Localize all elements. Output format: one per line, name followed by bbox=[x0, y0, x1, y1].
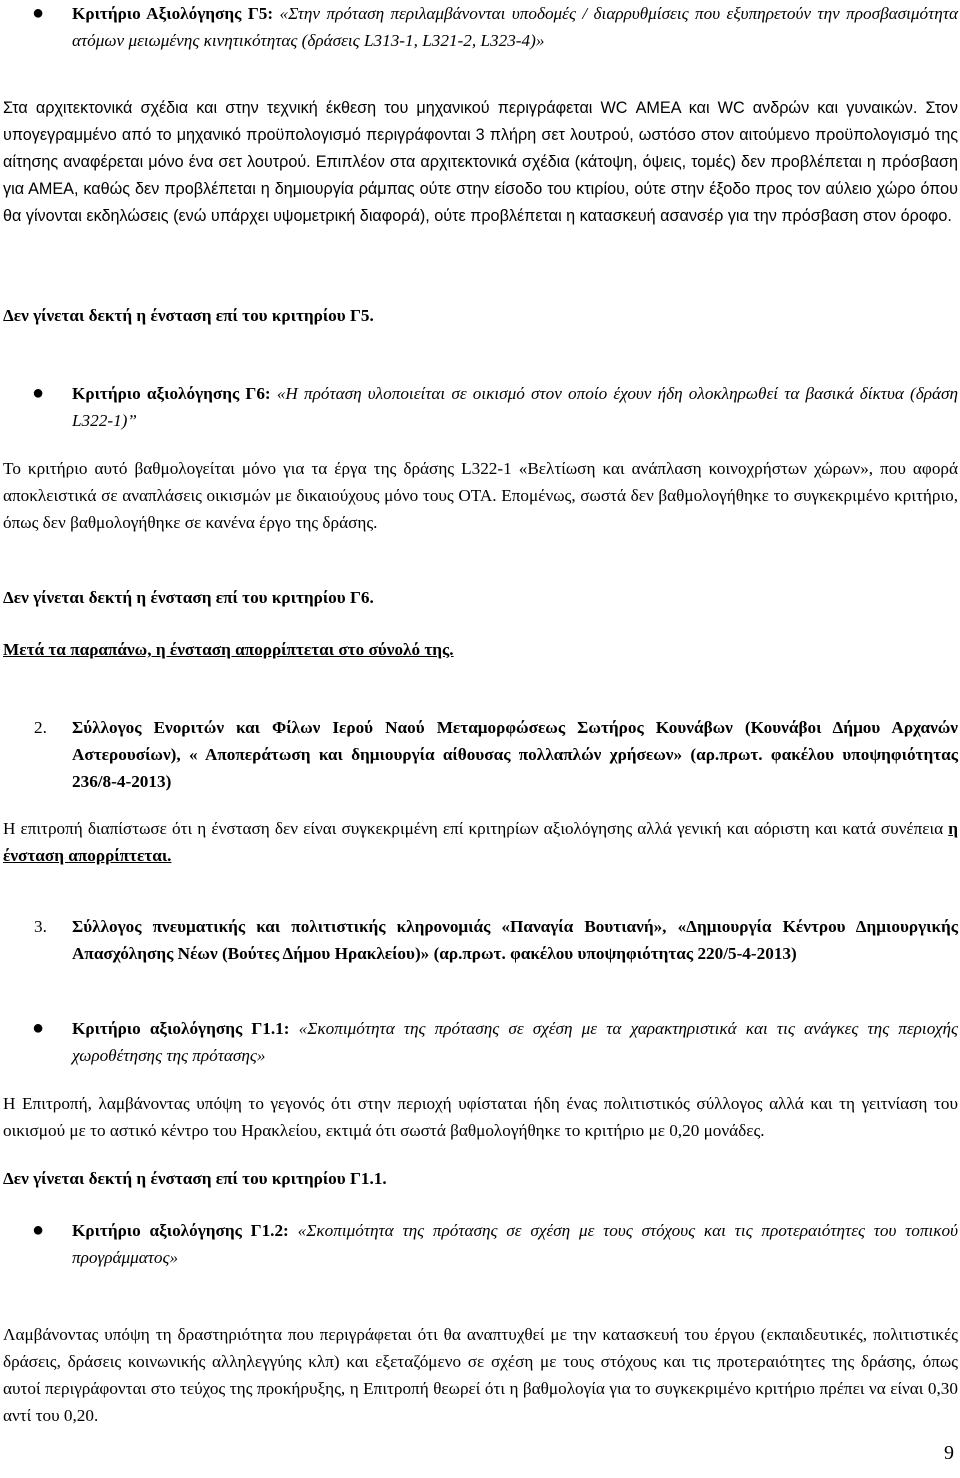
paragraph-g1-2-findings: Λαμβάνοντας υπόψη τη δραστηριότητα που περιγράφεται ότι θα αναπτυχθεί με την κατασκευή του έργου (εκπαιδευτικές, πολιτιστικές δράσεις, δράσεις κοινωνικής αλληλεγγύης κλπ) και εξεταζόμενο σε σχέση με τους στόχους και τις προτεραιότητες της δράσης, όπως αυτοί περιγράφονται στο τεύχος της προκήρυξης, η Επιτροπή θεωρεί ότι η βαθμολογία για το συγκεκριμένο κριτήριο πρέπει να είναι 0,30 αντί του 0,20. bbox=[3, 1325, 958, 1425]
criterion-g5 bbox=[72, 0, 958, 54]
verdict-g1-1: Δεν γίνεται δεκτή η ένσταση επί του κριτηρίου Γ1.1. bbox=[3, 1169, 387, 1188]
criterion-g1-1-label: Κριτήριο αξιολόγησης Γ1.1: bbox=[72, 1019, 290, 1038]
criterion-g1-1 bbox=[72, 1015, 958, 1069]
paragraph-g1-1-findings: Η Επιτροπή, λαμβάνοντας υπόψη το γεγονός ότι στην περιοχή υφίσταται ήδη ένας πολιτιστικός σύλλογος αλλά και τη γειτνίαση του οικισμού με το αστικό κέντρο του Ηρακλείου, εκτιμά ότι σωστά βαθμολογήθηκε το κριτήριο με 0,20 μονάδες. bbox=[3, 1094, 958, 1140]
paragraph-objection-2-text: Η επιτροπή διαπίστωσε ότι η ένσταση δεν είναι συγκεκριμένη επί κριτηρίων αξιολόγησης αλλά γενική και αόριστη και κατά συνέπεια bbox=[3, 819, 944, 838]
paragraph-g5-findings: Στα αρχιτεκτονικά σχέδια και στην τεχνική έκθεση του μηχανικού περιγράφεται WC ΑΜΕΑ και WC ανδρών και γυναικών. Στον υπογεγραμμένο από το μηχανικό προϋπολογισμό περιγράφονται 3 πλήρη σετ λουτρού, ωστόσο στον αιτούμενο προϋπολογισμό της αίτησης αναφέρεται μόνο ένα σετ λουτρού. Επιπλέον στα αρχιτεκτονικά σχέδια (κάτοψη, όψεις, τομές) δεν προβλέπεται η πρόσβαση για ΑΜΕΑ, καθώς δεν προβλέπεται η δημιουργία ράμπας ούτε στην είσοδο του κτιρίου, ούτε στην έξοδο προς τον αύλειο χώρο όπου θα γίνονται εκδηλώσεις (ενώ υπάρχει υψομετρική διαφορά), ούτε προβλέπεται η κατασκευή ασανσέρ για την πρόσβαση στον όροφο. bbox=[3, 99, 958, 225]
paragraph-g6-findings: Το κριτήριο αυτό βαθμολογείται μόνο για τα έργα της δράσης L322-1 «Βελτίωση και ανάπλαση κοινοχρήστων χώρων», που αφορά αποκλειστικά σε αναπλάσεις οικισμών με δικαιούχους μόνο τους ΟΤΑ. Επομένως, σωστά δεν βαθμολογήθηκε το συγκεκριμένο κριτήριο, όπως δεν βαθμολογήθηκε σε κανένα έργο της δράσης. bbox=[3, 459, 958, 532]
bullet-icon: ● bbox=[32, 1017, 45, 1039]
bullet-icon: ● bbox=[32, 1219, 45, 1241]
criterion-g1-2-quote: «Σκοπιμότητα της πρότασης σε σχέση με τους στόχους και τις προτεραιότητες του τοπικού προγράμματος» bbox=[72, 1221, 959, 1267]
paragraph-objection-2 bbox=[3, 815, 958, 869]
criterion-g1-2 bbox=[72, 1217, 958, 1271]
criterion-g5-label: Κριτήριο Αξιολόγησης Γ5: bbox=[72, 4, 274, 23]
criterion-g5-quote: «Στην πρόταση περιλαμβάνονται υποδομές / διαρρυθμίσεις που εξυπηρετούν την προσβασιμότητα ατόμων μειωμένης κινητικότητας (δράσεις L313-1, L321-2, L323-4)» bbox=[72, 4, 959, 50]
objection-3-title: Σύλλογος πνευματικής και πολιτιστικής κληρονομιάς «Παναγία Βουτιανή», «Δημιουργία Κέντρου Δημιουργικής Απασχόλησης Νέων (Βούτες Δήμου Ηρακλείου)» (αρ.πρωτ. φακέλου υποψηφιότητας 220/5-4-2013) bbox=[72, 917, 958, 963]
criterion-g6-label: Κριτήριο αξιολόγησης Γ6: bbox=[72, 384, 271, 403]
criterion-g6-quote: «Η πρόταση υλοποιείται σε οικισμό στον οποίο έχουν ήδη ολοκληρωθεί τα βασικά δίκτυα (δράση L322-1)” bbox=[72, 384, 959, 430]
criterion-g1-1-quote: «Σκοπιμότητα της πρότασης σε σχέση με τα χαρακτηριστικά και τις ανάγκες της περιοχής χωροθέτησης της πρότασης» bbox=[72, 1019, 959, 1065]
bullet-icon: ● bbox=[32, 382, 45, 404]
verdict-g5: Δεν γίνεται δεκτή η ένσταση επί του κριτηρίου Γ5. bbox=[3, 306, 374, 325]
item-number: 2. bbox=[34, 718, 47, 737]
verdict-g6: Δεν γίνεται δεκτή η ένσταση επί του κριτηρίου Γ6. bbox=[3, 588, 374, 607]
item-number: 3. bbox=[34, 917, 47, 936]
criterion-g6 bbox=[72, 380, 958, 434]
page-number: 9 bbox=[944, 1442, 954, 1464]
conclusion: Μετά τα παραπάνω, η ένσταση απορρίπτεται στο σύνολό της. bbox=[3, 640, 454, 659]
paragraph-objection-2-emphasis: η ένσταση απορρίπτεται. bbox=[3, 819, 959, 865]
criterion-g1-2-label: Κριτήριο αξιολόγησης Γ1.2: bbox=[72, 1221, 289, 1240]
objection-2-title: Σύλλογος Ενοριτών και Φίλων Ιερού Ναού Μεταμορφώσεως Σωτήρος Κουνάβων (Κουνάβοι Δήμου Αρχανών Αστερουσίων), « Αποπεράτωση και δημιουργία αίθουσας πολλαπλών χρήσεων» (αρ.πρωτ. φακέλου υποψηφιότητας 236/8-4-2013) bbox=[72, 718, 958, 791]
bullet-icon: ● bbox=[32, 2, 45, 24]
